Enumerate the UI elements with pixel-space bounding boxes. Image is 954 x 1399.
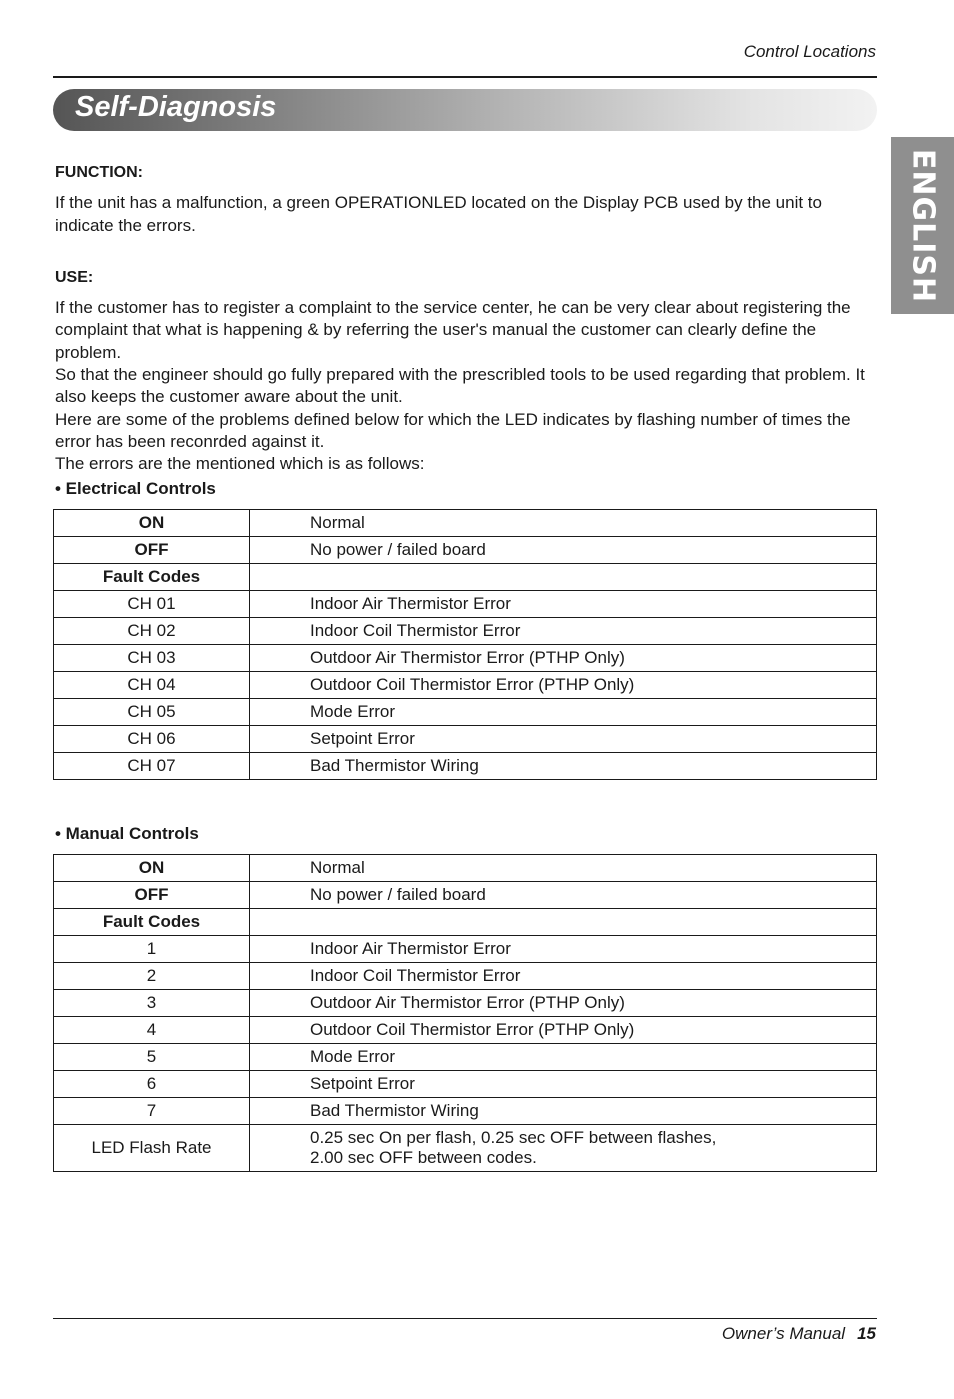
use-paragraph: So that the engineer should go fully prepared with the prescribled tools to be used regarding that problem. It also keeps the customer aware about the unit. (55, 365, 865, 407)
code-cell: CH 01 (54, 591, 250, 618)
electrical-controls-label: • Electrical Controls (55, 479, 216, 498)
flash-rate-line: 2.00 sec OFF between codes. (310, 1148, 537, 1167)
table-row (54, 990, 877, 1017)
page-footer (722, 1324, 876, 1344)
description-cell: Bad Thermistor Wiring (310, 756, 479, 775)
title-banner (53, 89, 877, 131)
code-cell: 1 (54, 936, 250, 963)
code-cell: OFF (54, 537, 250, 564)
table-row (54, 510, 877, 537)
description-cell: No power / failed board (250, 537, 877, 564)
table-row (54, 645, 877, 672)
table-row (54, 1125, 877, 1172)
code-cell: 7 (54, 1098, 250, 1125)
table-row (54, 963, 877, 990)
code-cell: CH 06 (54, 726, 250, 753)
electrical-controls-table (53, 509, 877, 780)
code-cell: 2 (54, 963, 250, 990)
table-row (54, 855, 877, 882)
table-row (54, 936, 877, 963)
page-title: Self-Diagnosis (75, 91, 277, 123)
table-row (54, 537, 877, 564)
language-tab-label: ENGLISH (905, 148, 940, 303)
description-cell: Outdoor Air Thermistor Error (PTHP Only) (250, 645, 877, 672)
description-cell: Outdoor Air Thermistor Error (PTHP Only) (250, 990, 877, 1017)
code-cell: LED Flash Rate (54, 1125, 250, 1172)
page-number: 15 (857, 1324, 876, 1343)
description-cell: Setpoint Error (250, 1071, 877, 1098)
description-cell: Indoor Coil Thermistor Error (250, 618, 877, 645)
table-row (54, 726, 877, 753)
code-cell: 3 (54, 990, 250, 1017)
code-cell: 5 (54, 1044, 250, 1071)
manual-controls-table (53, 854, 877, 1172)
description-cell: Mode Error (250, 1044, 877, 1071)
top-divider (53, 76, 877, 78)
description-cell: Setpoint Error (250, 726, 877, 753)
description-cell: No power / failed board (250, 882, 877, 909)
table-row (54, 1071, 877, 1098)
table-row (54, 882, 877, 909)
use-heading: USE: (55, 268, 94, 286)
description-cell: Indoor Coil Thermistor Error (250, 963, 877, 990)
code-cell: Fault Codes (54, 909, 250, 936)
code-cell: 4 (54, 1017, 250, 1044)
table-row (54, 1017, 877, 1044)
code-cell: CH 05 (54, 699, 250, 726)
code-cell: 6 (54, 1071, 250, 1098)
description-cell (250, 1125, 877, 1172)
table-row (54, 1098, 877, 1125)
description-cell: Indoor Air Thermistor Error (250, 591, 877, 618)
use-paragraph: If the customer has to register a complaint to the service center, he can be very clear about registering the complaint that what is happening & by referring the user's manual the customer can clearly define the problem. (55, 298, 851, 362)
function-text: If the unit has a malfunction, a green OPERATIONLED located on the Display PCB used by the unit to indicate the errors. (55, 193, 822, 235)
code-cell: CH 07 (54, 753, 250, 780)
language-tab (891, 137, 954, 314)
description-cell: Normal (250, 855, 877, 882)
code-cell: ON (54, 855, 250, 882)
table-row (54, 564, 877, 591)
description-cell: Outdoor Coil Thermistor Error (PTHP Only) (250, 672, 877, 699)
table-row (54, 699, 877, 726)
code-cell: OFF (54, 882, 250, 909)
footer-title: Owner’s Manual (721, 1324, 846, 1343)
code-cell: Fault Codes (54, 564, 250, 591)
bottom-divider (53, 1318, 877, 1319)
use-paragraph: The errors are the mentioned which is as follows: (55, 454, 425, 474)
description-cell: Mode Error (250, 699, 877, 726)
description-cell: Indoor Air Thermistor Error (250, 936, 877, 963)
description-cell (250, 909, 877, 936)
code-cell: CH 03 (54, 645, 250, 672)
code-cell: ON (54, 510, 250, 537)
body-text (55, 162, 867, 476)
manual-controls-label: • Manual Controls (55, 824, 199, 843)
description-cell: Bad Thermistor Wiring (250, 1098, 877, 1125)
code-cell: CH 02 (54, 618, 250, 645)
table-row (54, 618, 877, 645)
table-row (54, 1044, 877, 1071)
table-row (54, 909, 877, 936)
description-cell: Outdoor Coil Thermistor Error (PTHP Only) (250, 1017, 877, 1044)
use-paragraph: Here are some of the problems defined below for which the LED indicates by flashing number of times the error has been reconrded against it. (55, 409, 851, 451)
function-heading: FUNCTION: (55, 164, 143, 181)
flash-rate-line: 0.25 sec On per flash, 0.25 sec OFF between flashes, (310, 1128, 717, 1147)
description-cell: Normal (250, 510, 877, 537)
table-row (54, 672, 877, 699)
section-header: Control Locations (743, 42, 876, 61)
table-row (54, 591, 877, 618)
description-cell (250, 564, 877, 591)
table-row (54, 753, 877, 780)
code-cell: CH 04 (54, 672, 250, 699)
